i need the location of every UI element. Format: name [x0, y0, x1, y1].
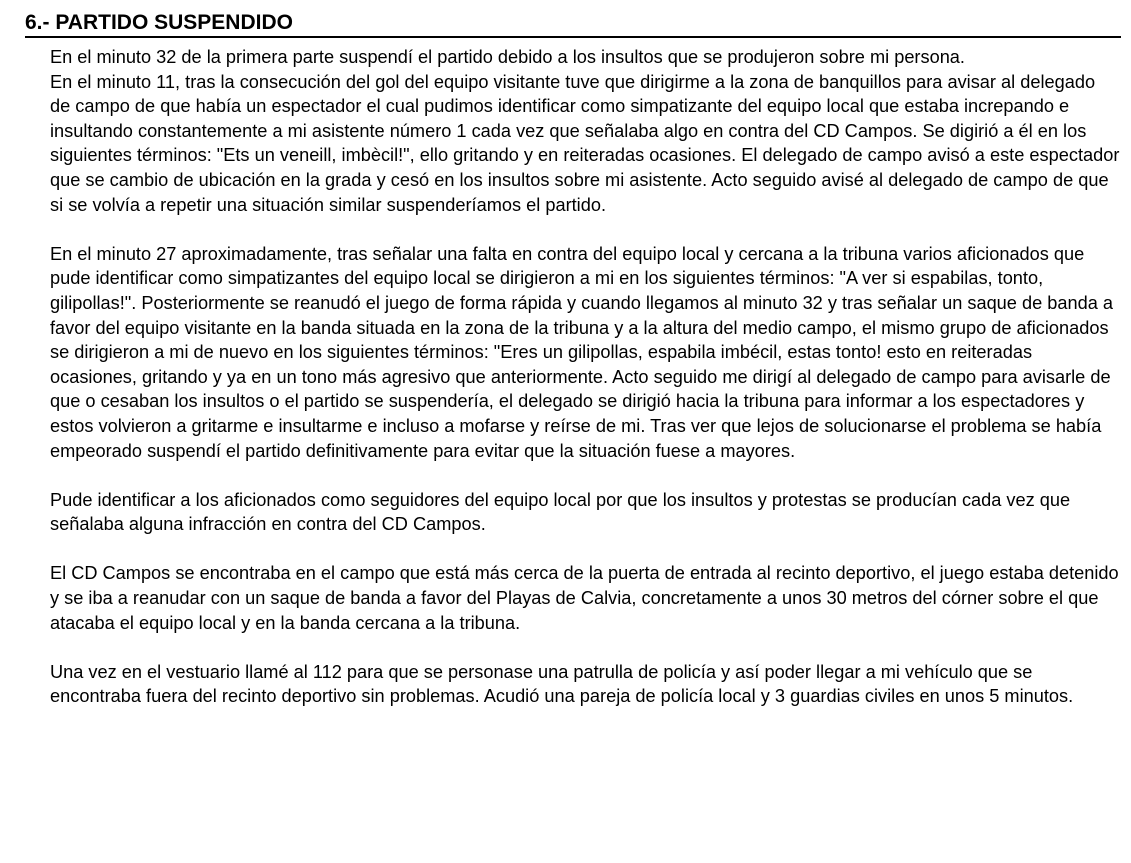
paragraph-spacer	[50, 463, 1120, 488]
paragraph-identification: Pude identificar a los aficionados como seguidores del equipo local por que los insultos y protestas se producían cada vez que señalaba alguna infracción en contra del CD Campos.	[50, 489, 1071, 535]
paragraph-minute-11: En el minuto 11, tras la consecución del gol del equipo visitante tuve que dirigirme a la zona de banquillos para avisar al delegado de campo de que había un espectador el cual pudimos identificar como simpatizante del equipo local que estaba increpando e insultando constantemente a mi asistente número 1 cada vez que señalaba algo en contra del CD Campos. Se digirió a él en los siguientes términos: "Ets un veneill, imbècil!", ello gritando y en reiteradas ocasiones. El delegado de campo avisó a este espectador que se cambio de ubicación en la grada y cesó en los insultos sobre mi asistente. Acto seguido avisé al delegado de campo de que si se volvía a repetir una situación similar suspenderíamos el partido.	[50, 71, 1120, 215]
paragraph-spacer	[50, 635, 1120, 660]
report-body	[50, 45, 1120, 709]
paragraph-spacer	[50, 217, 1120, 242]
paragraph-police-call: Una vez en el vestuario llamé al 112 para que se personase una patrulla de policía y así poder llegar a mi vehículo que se encontraba fuera del recinto deportivo sin problemas. Acudió una pareja de policía local y 3 guardias civiles en unos 5 minutos.	[50, 661, 1074, 707]
section-title: 6.- PARTIDO SUSPENDIDO	[25, 11, 293, 34]
section-heading	[25, 10, 1121, 38]
paragraph-spacer	[50, 537, 1120, 562]
paragraph-game-situation: El CD Campos se encontraba en el campo que está más cerca de la puerta de entrada al recinto deportivo, el juego estaba detenido y se iba a reanudar con un saque de banda a favor del Playas de Calvia, concretamente a unos 30 metros del córner sobre el que atacaba el equipo local y en la banda cercana a la tribuna.	[50, 563, 1119, 633]
paragraph-suspension-summary: En el minuto 32 de la primera parte suspendí el partido debido a los insultos que se produjeron sobre mi persona.	[50, 47, 965, 67]
paragraph-minute-27: En el minuto 27 aproximadamente, tras señalar una falta en contra del equipo local y cercana a la tribuna varios aficionados que pude identificar como simpatizantes del equipo local se dirigieron a mi en los siguientes términos: "A ver si espabilas, tonto, gilipollas!". Posteriormente se reanudó el juego de forma rápida y cuando llegamos al minuto 32 y tras señalar un saque de banda a favor del equipo visitante en la banda situada en la zona de la tribuna y a la altura del medio campo, el mismo grupo de aficionados se dirigieron a mi de nuevo en los siguientes términos: "Eres un gilipollas, espabila imbécil, estas tonto! esto en reiteradas ocasiones, gritando y ya en un tono más agresivo que anteriormente. Acto seguido me dirigí al delegado de campo para avisarle de que o cesaban los insultos o el partido se suspendería, el delegado se dirigió hacia la tribuna para informar a los espectadores y estos volvieron a gritarme e insultarme e incluso a mofarse y reírse de mi. Tras ver que lejos de solucionarse el problema se había empeorado suspendí el partido definitivamente para evitar que la situación fuese a mayores.	[50, 243, 1113, 461]
